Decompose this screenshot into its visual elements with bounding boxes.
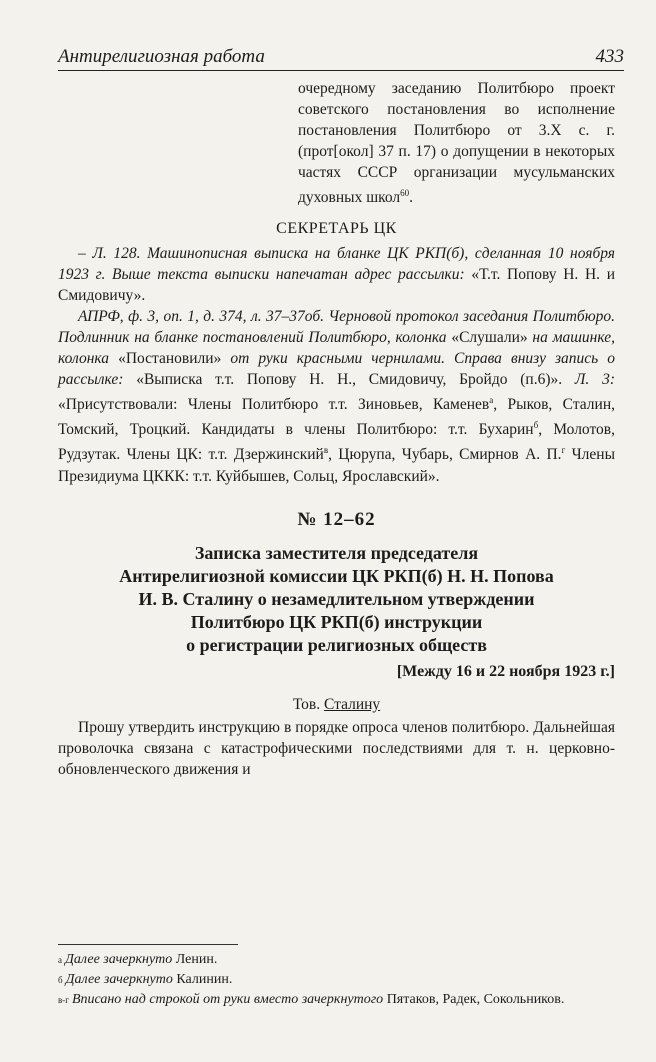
note2-q1: «Слушали» xyxy=(451,329,528,347)
running-head-title: Антирелигиозная работа xyxy=(58,46,265,67)
running-head xyxy=(58,44,624,71)
note1-quote: «Т.т. Попову Н. Н. и Смидовичу». xyxy=(58,266,615,305)
footnotes xyxy=(58,950,615,1010)
note2-p3: от руки красными чернилами. Справа внизу запись о рассылке: xyxy=(58,350,615,389)
archival-note-1 xyxy=(58,243,615,306)
footnote-a-text: Ленин. xyxy=(172,952,218,967)
note1-lead: – Л. 128. Машинописная выписка на бланке ЦК РКП(б), сделанная 10 ноября 1923 г. Выше текста выписки напечатан адрес рассылки: xyxy=(58,245,615,284)
document-title-line-4: Политбюро ЦК РКП(б) инструкции xyxy=(190,611,483,632)
signature: СЕКРЕТАРЬ ЦК xyxy=(276,220,397,238)
footnote-a-mark: а xyxy=(58,955,62,965)
intro-block xyxy=(58,78,615,208)
footnote-b-text: Калинин. xyxy=(172,972,233,987)
footnote-mark-g: г xyxy=(561,445,566,456)
addressee-name: Сталину xyxy=(323,695,381,713)
document-title-line-3: И. В. Сталину о незамедлительном утверждении xyxy=(138,588,535,609)
endnote-mark: 60 xyxy=(400,188,410,198)
note2-q4b: , Рыков, Сталин, Томский, Троцкий. Кандидаты в члены Политбюро: т.т. Бухарин xyxy=(58,396,615,439)
footnote-mark-v: в xyxy=(323,445,329,456)
footnote-divider xyxy=(58,944,238,945)
document-title-line-5: о регистрации религиозных обществ xyxy=(186,634,487,655)
footnote-a-italic: Далее зачеркнуто xyxy=(65,952,173,967)
addressee-prefix: Тов. xyxy=(292,695,324,713)
note2-p2: на машинке, колонка xyxy=(58,329,615,368)
note2-q4e: Члены Президиума ЦККК: т.т. Куйбышев, Сольц, Ярославский». xyxy=(58,446,616,485)
page-number: 433 xyxy=(595,46,624,67)
footnote-vg-italic: Вписано над строкой от руки вместо зачеркнутого xyxy=(71,992,384,1007)
body-text xyxy=(58,78,615,780)
footnote-a xyxy=(58,950,615,970)
note2-p4: Л. 3: xyxy=(562,371,615,389)
footnote-vg-mark: в-г xyxy=(58,995,69,1005)
footnote-b-mark: б xyxy=(58,975,63,985)
note2-q4a: «Присутствовали: Члены Политбюро т.т. Зиновьев, Каменев xyxy=(58,396,490,414)
document-date: [Между 16 и 22 ноября 1923 г.] xyxy=(396,662,615,680)
document-title-line-1: Записка заместителя председателя xyxy=(194,542,479,563)
document-number: № 12–62 xyxy=(297,508,376,530)
footnote-vg-text: Пятаков, Радек, Сокольников. xyxy=(383,992,565,1007)
note2-q4c: , Молотов, Рудзутак. Члены ЦК: т.т. Дзержинский xyxy=(58,421,615,464)
footnote-vg xyxy=(58,990,615,1010)
intro-text: очередному заседанию Политбюро проект советского постановления во исполнение постановления Политбюро от 3.X с. г. (прот[окол] 37 п. 17) о допущении в некоторых частях СССР организации мусульманских духовных школ xyxy=(298,80,615,207)
note2-q4d: , Цюрупа, Чубарь, Смирнов А. П. xyxy=(328,446,562,464)
document-body: Прошу утвердить инструкцию в порядке опроса членов политбюро. Дальнейшая проволочка связана с катастрофическими последствиями для т. н. церковно-обновленческого движения и xyxy=(58,718,615,778)
footnote-b-italic: Далее зачеркнуто xyxy=(65,972,173,987)
footnote-mark-b: б xyxy=(533,420,539,431)
archival-note-2 xyxy=(58,306,615,486)
footnote-b xyxy=(58,970,615,990)
addressee xyxy=(58,694,615,715)
document-title-line-2: Антирелигиозной комиссии ЦК РКП(б) Н. Н. Попова xyxy=(119,565,554,586)
footnote-mark-a: а xyxy=(489,395,494,406)
note2-p1: АПРФ, ф. 3, оп. 1, д. 374, л. 37–37об. Черновой протокол заседания Политбюро. Подлинник на бланке постановлений Политбюро, колонка xyxy=(58,308,615,347)
note2-q3: «Выписка т.т. Попову Н. Н., Смидовичу, Бройдо (п.6)». xyxy=(136,371,563,389)
intro-paragraph: очередному заседанию Политбюро проект советского постановления во исполнение постановления Политбюро от 3.X с. г. (прот[окол] 37 п. 17) о допущении в некоторых частях СССР организации мусульманских духовных школ$^{60}$. xyxy=(298,80,615,207)
note2-q2: «Постановили» xyxy=(118,350,222,368)
